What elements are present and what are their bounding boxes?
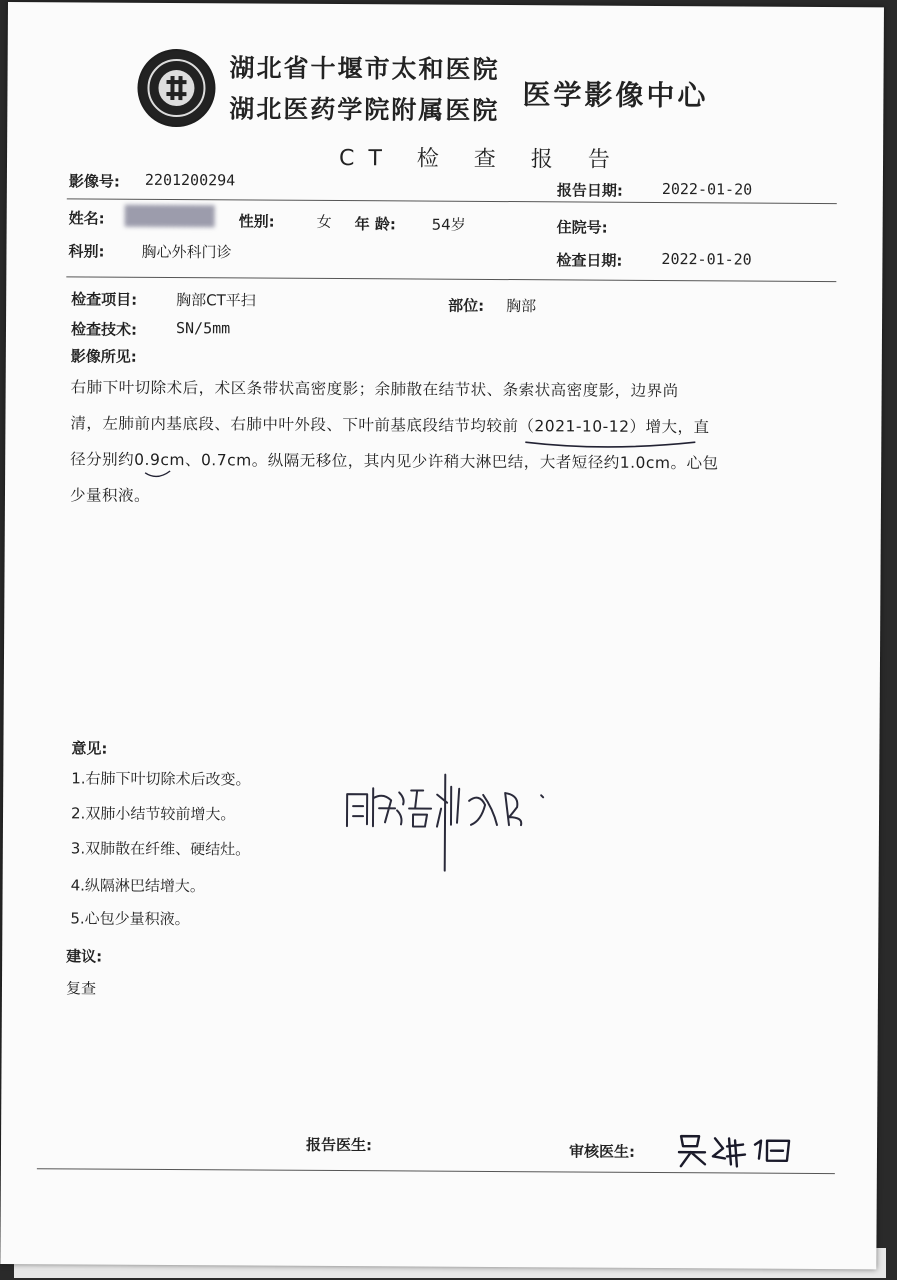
hospital-name-line1: 湖北省十堰市太和医院 [229, 53, 500, 85]
handwritten-note-signature [333, 764, 564, 875]
impression-item-1: 1.右肺下叶切除术后改变。 [71, 769, 251, 789]
report-date-value: 2022-01-20 [661, 179, 753, 199]
exam-date-label: 检查日期: [556, 251, 623, 270]
exam-tech-label: 检查技术: [70, 320, 138, 339]
findings-line-2: 清，左肺前内基底段、右肺中叶外段、下叶前基底段结节均较前（2021-10-12）增大，直 [70, 414, 710, 437]
report-title: CT 检 查 报 告 [338, 146, 624, 173]
exam-tech-value: SN/5mm [175, 319, 231, 338]
name-label: 姓名: [68, 209, 105, 228]
ct-report-page [0, 2, 884, 1269]
report-doctor-label: 报告医生: [305, 1135, 373, 1155]
advice-value: 复查 [65, 979, 97, 998]
advice-label: 建议: [66, 947, 103, 966]
inpatient-no-label: 住院号: [556, 218, 608, 237]
exam-date-value: 2022-01-20 [661, 249, 752, 269]
sex-value: 女 [316, 212, 332, 231]
hospital-name-line2: 湖北医药学院附属医院 [229, 94, 500, 126]
sex-label: 性别: [238, 212, 275, 231]
impression-item-2: 2.双肺小结节较前增大。 [70, 804, 236, 824]
findings-line-1: 右肺下叶切除术后，术区条带状高密度影；余肺散在结节状、条索状高密度影，边界尚 [70, 378, 679, 401]
impression-item-5: 5.心包少量积液。 [70, 909, 190, 929]
impression-item-3: 3.双肺散在纤维、硬结灶。 [70, 839, 251, 859]
image-no-label: 影像号: [68, 172, 120, 191]
department-title: 医学影像中心 [522, 78, 709, 113]
impression-label: 意见: [71, 739, 108, 758]
reviewer-signature [671, 1126, 801, 1171]
impression-item-4: 4.纵隔淋巴结增大。 [70, 876, 205, 896]
findings-label: 影像所见: [70, 347, 137, 366]
review-doctor-label: 审核医生: [568, 1142, 636, 1161]
image-no-value: 2201200294 [144, 170, 236, 190]
exam-item-value: 胸部CT平扫 [176, 291, 256, 310]
dept-label: 科别: [68, 242, 105, 261]
age-value: 54岁 [431, 215, 466, 234]
dept-value: 胸心外科门诊 [141, 242, 232, 262]
exam-site-label: 部位: [448, 296, 485, 315]
exam-site-value: 胸部 [506, 297, 537, 316]
findings-line-3: 径分别约0.9cm、0.7cm。纵隔无移位，其内见少许稍大淋巴结，大者短径约1.0cm。心包 [70, 450, 719, 473]
age-label: 年 龄: [354, 215, 396, 234]
exam-item-label: 检查项目: [71, 290, 138, 309]
handwritten-underline-marks [5, 2, 884, 527]
report-date-label: 报告日期: [556, 181, 623, 200]
findings-line-4: 少量积液。 [69, 486, 151, 505]
